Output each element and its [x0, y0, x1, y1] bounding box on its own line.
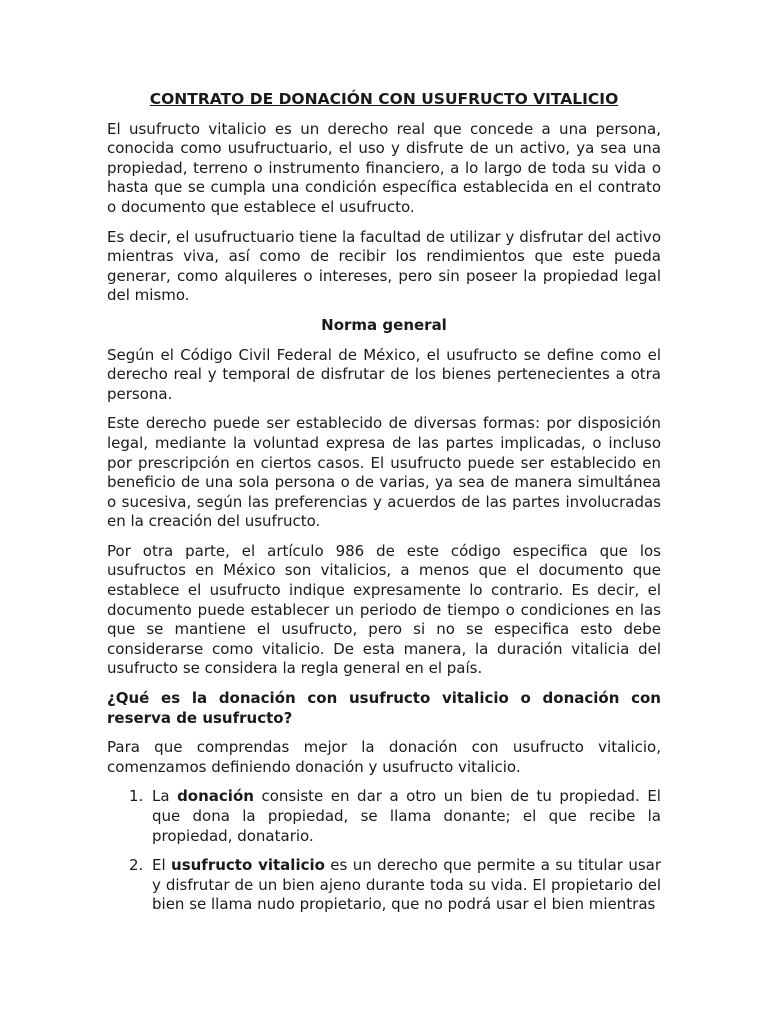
document-page: [107, 90, 661, 925]
section-heading: Norma general: [321, 315, 447, 334]
list-item-term: donación: [177, 787, 254, 806]
section-paragraph-1: Según el Código Civil Federal de México, el usufructo se define como el derecho real y temporal de disfrutar de los bienes pertenecientes a otra persona.: [107, 345, 661, 403]
list-item-term: usufructo vitalicio: [171, 856, 325, 875]
list-item-text: consiste en dar a otro un bien de tu propiedad. El que dona la propiedad, se llama donante; el que recibe la propiedad, donatario.: [152, 787, 661, 845]
list-item-number: 1.: [129, 787, 144, 806]
list-item-number: 2.: [129, 856, 144, 875]
definition-list: [107, 787, 661, 915]
document-title: CONTRATO DE DONACIÓN CON USUFRUCTO VITALICIO: [149, 90, 619, 108]
section-paragraph-2: Este derecho puede ser establecido de diversas formas: por disposición legal, mediante la voluntad expresa de las partes implicadas, o incluso por prescripción en ciertos casos. El usufructo puede ser establecido en beneficio de una sola persona o de varias, ya sea de manera simultánea o sucesiva, según las preferencias y acuerdos de las partes involucradas en la creación del usufructo.: [107, 414, 661, 531]
list-item: [107, 787, 661, 846]
question-paragraph: Para que comprendas mejor la donación con usufructo vitalicio, comenzamos definiendo donación y usufructo vitalicio.: [107, 738, 661, 776]
list-item-prefix: El: [152, 856, 172, 875]
list-item-prefix: La: [152, 787, 178, 806]
list-item-text: es un derecho que permite a su titular usar y disfrutar de un bien ajeno durante toda su vida. El propietario del bien se llama nudo propietario, que no podrá usar el bien mientras: [152, 856, 661, 914]
section-paragraph-3: Por otra parte, el artículo 986 de este código especifica que los usufructos en México son vitalicios, a menos que el documento que establece el usufructo indique expresamente lo contrario. Es decir, el documento puede establecer un periodo de tiempo o condiciones en las que se mantiene el usufructo, pero si no se especifica esto debe considerarse como vitalicio. De esta manera, la duración vitalicia del usufructo se considera la regla general en el país.: [107, 541, 661, 678]
intro-paragraph-1: El usufructo vitalicio es un derecho real que concede a una persona, conocida como usufructuario, el uso y disfrute de un activo, ya sea una propiedad, terreno o instrumento financiero, a lo largo de toda su vida o hasta que se cumpla una condición específica establecida en el contrato o documento que establece el usufructo.: [107, 119, 661, 216]
list-item: [107, 856, 661, 915]
question-heading: ¿Qué es la donación con usufructo vitalicio o donación con reserva de usufructo?: [107, 689, 661, 727]
intro-paragraph-2: Es decir, el usufructuario tiene la facultad de utilizar y disfrutar del activo mientras viva, así como de recibir los rendimientos que este pueda generar, como alquileres o intereses, pero sin poseer la propiedad legal del mismo.: [107, 227, 661, 305]
